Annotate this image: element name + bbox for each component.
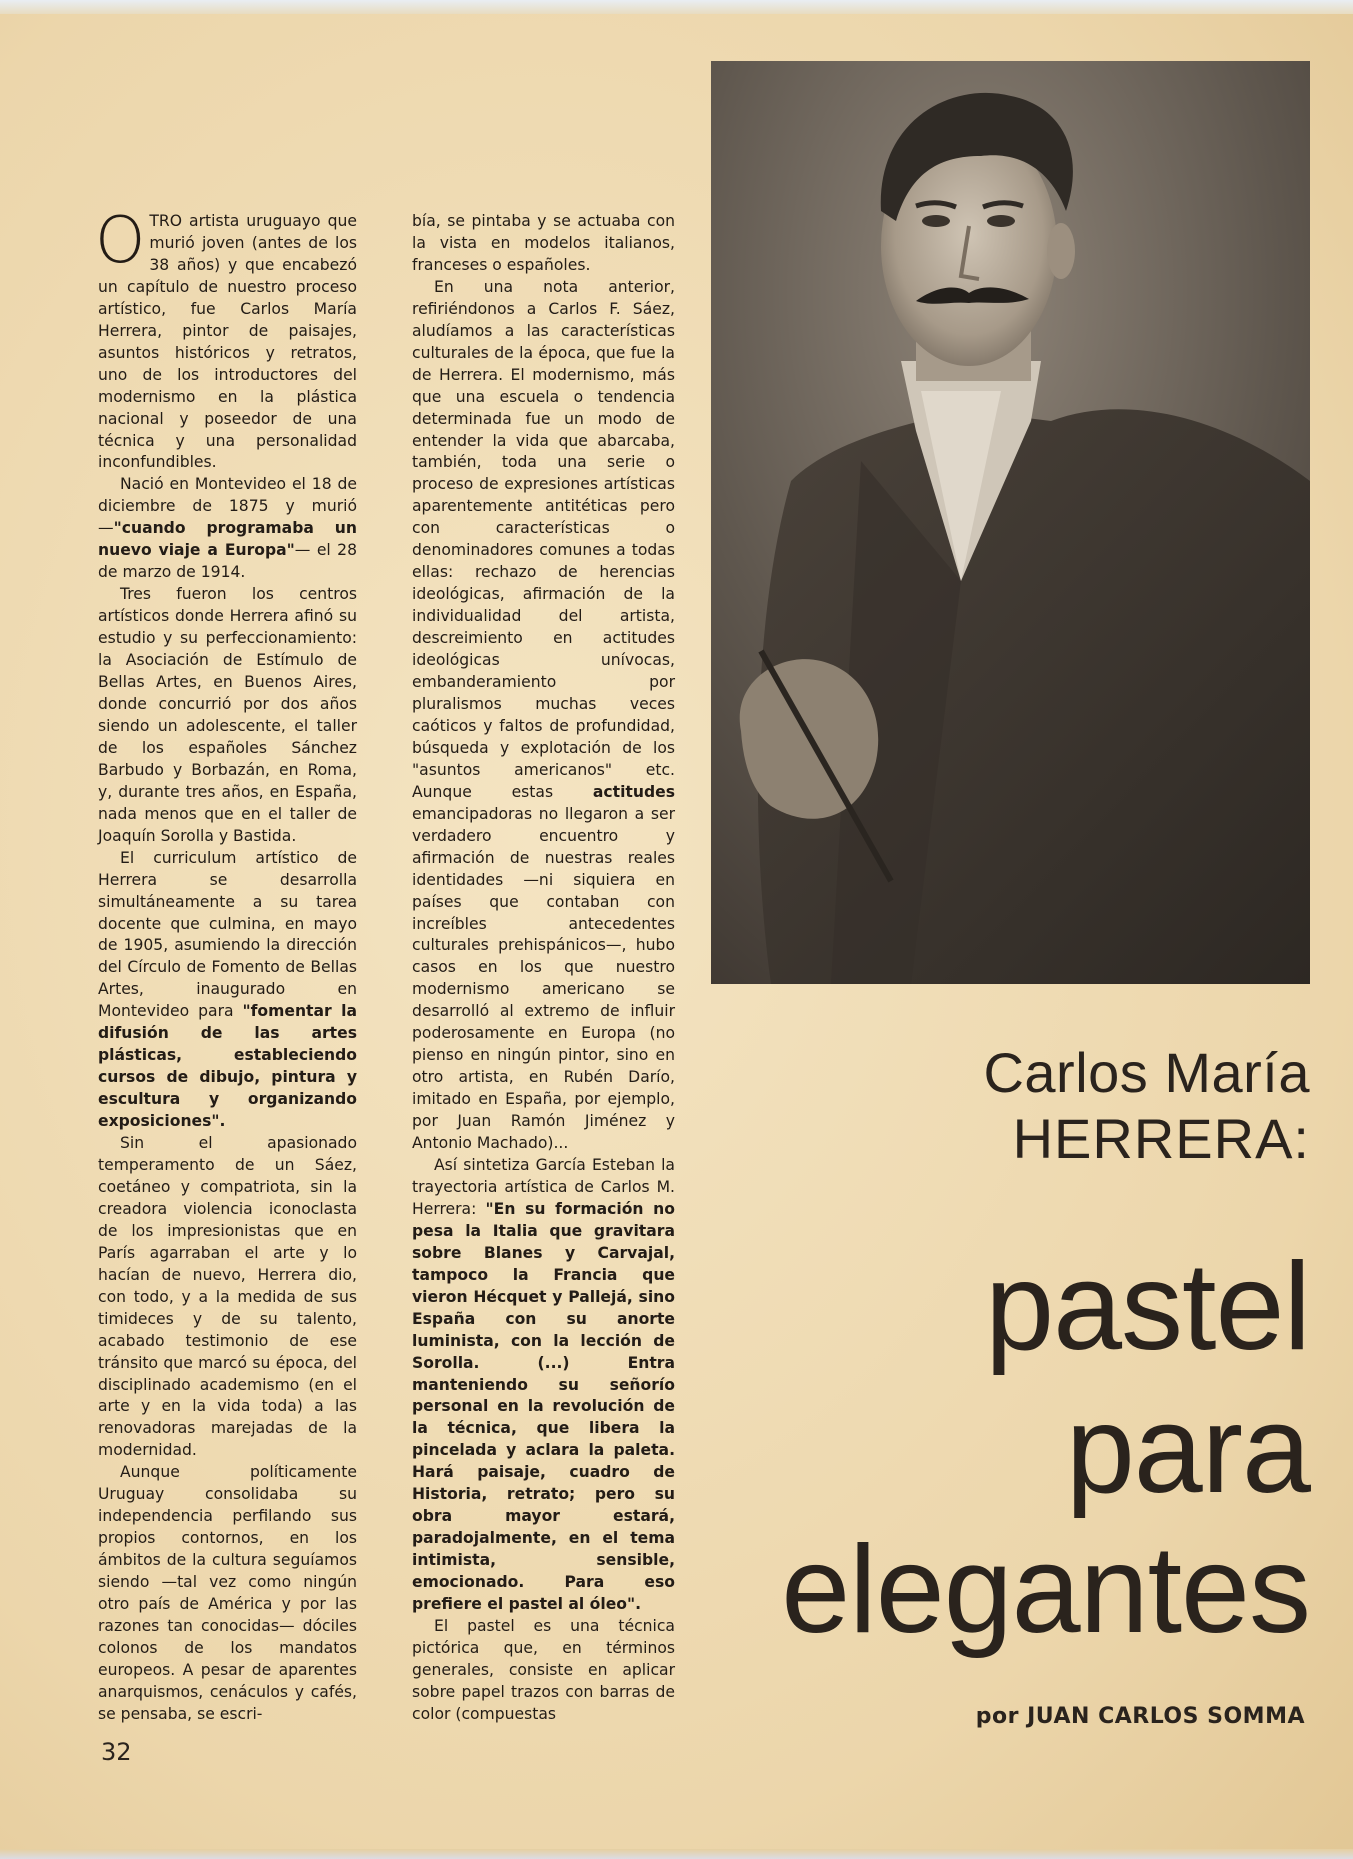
title-line-4: para: [1065, 1381, 1310, 1519]
paragraph: El pastel es una técnica pictórica que, en términos generales, consiste en aplicar sobre papel trazos con barras de color (compuestas: [412, 1617, 675, 1723]
article-column-2: [412, 211, 675, 1726]
title-line-5: elegantes: [781, 1521, 1310, 1659]
paragraph: En una nota anterior, refiriéndonos a Carlos F. Sáez, aludíamos a las características culturales de la época, que fue la de Herrera. El modernismo, más que una escuela o tendencia determinada fue un modo de entender la vida que abarcaba, también, toda una serie o proceso de expresiones artísticas aparentemente antitéticas pero con características o denominadores comunes a todas ellas: rechazo de herencias ideológicas, afirmación de la individualidad del artista, descreimiento en actitudes ideológicas unívocas, embanderamiento por pluralismos muchas veces caóticos y faltos de profundidad, búsqueda y explotación de los "asuntos americanos" etc. Aunque estas actitudes emancipadoras no llegaron a ser verdadero encuentro y afirmación de nuestras reales identidades —ni siquiera en países que contaban con increíbles antecedentes culturales prehispánicos—, hubo casos en los que nuestro modernismo americano se desarrolló al extremo de influir poderosamente en Europa (no pienso en ningún pintor, sino en otro artista, en Rubén Darío, imitado en España, por ejemplo, por Juan Ramón Jiménez y Antonio Machado)...: [412, 277, 675, 1153]
paragraph: Sin el apasionado temperamento de un Sáez, coetáneo y compatriota, sin la creadora violencia iconoclasta de los impresionistas que en París agarraban el arte y lo hacían de nuevo, Herrera dio, con todo, y a la medida de sus timideces y de su talento, acabado testimonio de ese tránsito que marcó su época, del disciplinado academismo (en el arte y en la vida toda) a las renovadoras marejadas de la modernidad.: [98, 1134, 357, 1460]
byline: por JUAN CARLOS SOMMA: [975, 1704, 1305, 1729]
title-line-1: Carlos María: [983, 1041, 1310, 1104]
page-number: 32: [101, 1738, 132, 1766]
title-line-2: HERRERA:: [1012, 1107, 1310, 1170]
title-line-3: pastel: [985, 1238, 1310, 1376]
page-top-edge: [0, 0, 1353, 14]
portrait-illustration: [711, 61, 1310, 984]
paragraph: El curriculum artístico de Herrera se desarrolla simultáneamente a su tarea docente que culmina, en mayo de 1905, asumiendo la dirección del Círculo de Fomento de Bellas Artes, inaugurado en Montevideo para "fomentar la difusión de las artes plásticas, estableciendo cursos de dibujo, pintura y escultura y organizando exposiciones".: [98, 848, 358, 1131]
article-column-1: [95, 204, 358, 1726]
paragraph: OTRO artista uruguayo que murió joven (antes de los 38 años) y que encabezó un capítulo de nuestro proceso artístico, fue Carlos María Herrera, pintor de paisajes, asuntos históricos y retratos, uno de los introductores del modernismo en la plástica nacional y poseedor de una técnica y una personalidad inconfundibles.: [95, 204, 357, 472]
paragraph: Tres fueron los centros artísticos donde Herrera afinó su estudio y su perfeccionamiento: la Asociación de Estímulo de Bellas Artes, en Buenos Aires, donde concurrió por dos años siendo un adolescente, el taller de los españoles Sánchez Barbudo y Borbazán, en Roma, y, durante tres años, en España, nada menos que en el taller de Joaquín Sorolla y Bastida.: [98, 585, 357, 845]
drop-cap: O: [95, 204, 146, 278]
page-bottom-edge: [0, 1849, 1353, 1859]
paragraph: Aunque políticamente Uruguay consolidaba su independencia perfilando sus propios contornos, en los ámbitos de la cultura seguíamos siendo —tal vez como ningún otro país de América y por las razones tan conocidas— dóciles colonos de los mandatos europeos. A pesar de aparentes anarquismos, cenáculos y cafés, se pensaba, se escri-: [98, 1463, 357, 1723]
paragraph: bía, se pintaba y se actuaba con la vista en modelos italianos, franceses o españoles.: [412, 212, 675, 274]
portrait-photo: [711, 61, 1310, 984]
paragraph: Así sintetiza García Esteban la trayectoria artística de Carlos M. Herrera: "En su formación no pesa la Italia que gravitara sobre Blanes y Carvajal, tampoco la Francia que vieron Hécquet y Pallejá, sino España con su anorte luminista, con la lección de Sorolla. (...) Entra manteniendo su señorío personal en la revolución de la técnica, que libera la pincelada y aclara la paleta. Hará paisaje, cuadro de Historia, retrato; pero su obra mayor estará, paradojalmente, en el tema intimista, sensible, emocionado. Para eso prefiere el pastel al óleo".: [412, 1155, 675, 1614]
paragraph: Nació en Montevideo el 18 de diciembre de 1875 y murió —"cuando programaba un nuevo viaje a Europa"— el 28 de marzo de 1914.: [98, 475, 358, 582]
